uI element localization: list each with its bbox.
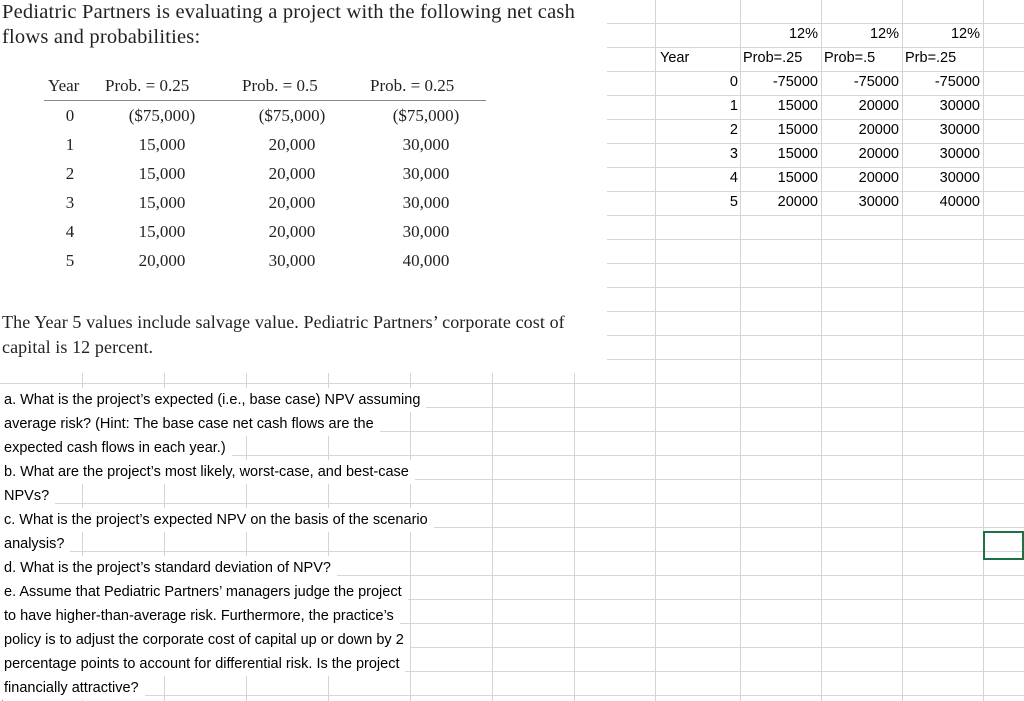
table-cell: 15,000 — [138, 135, 186, 154]
table-header-prob3: Prob. = 0.25 — [370, 76, 455, 95]
year-cell[interactable]: 0 — [729, 74, 738, 90]
value-cell[interactable]: 15000 — [777, 170, 818, 186]
value-cell[interactable]: -75000 — [853, 74, 899, 90]
value-cell[interactable]: 20000 — [858, 122, 899, 138]
value-cell[interactable]: 30000 — [939, 122, 980, 138]
value-cell[interactable]: 20000 — [858, 170, 899, 186]
value-cell[interactable]: 40000 — [939, 194, 980, 210]
question-line: average risk? (Hint: The base case net cash flows are the — [0, 412, 380, 436]
table-cell: 30,000 — [402, 135, 450, 154]
grid-line — [492, 373, 493, 701]
table-cell: 5 — [65, 251, 75, 270]
table-rule — [44, 100, 486, 101]
table-cell: 4 — [65, 222, 75, 241]
value-cell[interactable]: -75000 — [772, 74, 818, 90]
question-line: to have higher-than-average risk. Furthermore, the practice’s — [0, 604, 400, 628]
note-text: The Year 5 values include salvage value. Pediatric Partners’ corporate cost of capital is 12 percent. — [2, 312, 565, 357]
value-cell[interactable]: 30000 — [939, 98, 980, 114]
table-cell: 30,000 — [268, 251, 316, 270]
questions-textbox[interactable] — [0, 388, 470, 700]
table-header-prob2: Prob. = 0.5 — [242, 76, 318, 95]
table-cell: 20,000 — [268, 135, 316, 154]
value-cell[interactable]: -75000 — [934, 74, 980, 90]
year-cell[interactable]: 1 — [729, 98, 738, 114]
prob-label-cell[interactable]: Prob=.5 — [824, 50, 876, 66]
question-line: percentage points to account for differential risk. Is the project — [0, 652, 405, 676]
table-cell: ($75,000) — [392, 106, 460, 125]
question-line: e. Assume that Pediatric Partners’ managers judge the project — [0, 580, 408, 604]
value-cell[interactable]: 15000 — [777, 98, 818, 114]
rate-cell[interactable]: 12% — [788, 26, 818, 42]
question-line: c. What is the project’s expected NPV on the basis of the scenario — [0, 508, 434, 532]
table-cell: 15,000 — [138, 164, 186, 183]
table-cell: 30,000 — [402, 222, 450, 241]
value-cell[interactable]: 30000 — [858, 194, 899, 210]
table-cell: 40,000 — [402, 251, 450, 270]
table-cell: 20,000 — [268, 193, 316, 212]
question-line: NPVs? — [0, 484, 55, 508]
rate-cell[interactable]: 12% — [950, 26, 980, 42]
table-cell: 1 — [65, 135, 75, 154]
question-line: b. What are the project’s most likely, worst-case, and best-case — [0, 460, 415, 484]
year-cell[interactable]: 5 — [729, 194, 738, 210]
value-cell[interactable]: 15000 — [777, 146, 818, 162]
grid-line — [574, 373, 575, 701]
table-cell: 30,000 — [402, 193, 450, 212]
value-cell[interactable]: 30000 — [939, 146, 980, 162]
value-cell[interactable]: 20000 — [777, 194, 818, 210]
intro-text: Pediatric Partners is evaluating a project with the following net cash flows and probabilities: — [2, 1, 576, 48]
question-line: policy is to adjust the corporate cost of capital up or down by 2 — [0, 628, 410, 652]
table-cell: ($75,000) — [258, 106, 326, 125]
value-cell[interactable]: 15000 — [777, 122, 818, 138]
table-header-year: Year — [48, 76, 80, 95]
table-cell: 20,000 — [138, 251, 186, 270]
selected-cell[interactable] — [983, 531, 1024, 560]
table-cell: 20,000 — [268, 222, 316, 241]
table-cell: 3 — [65, 193, 75, 212]
table-cell: 15,000 — [138, 193, 186, 212]
value-cell[interactable]: 30000 — [939, 170, 980, 186]
question-line: analysis? — [0, 532, 70, 556]
grid-line — [983, 0, 984, 701]
table-header-prob1: Prob. = 0.25 — [105, 76, 190, 95]
question-line: d. What is the project’s standard deviation of NPV? — [0, 556, 337, 580]
table-cell: 2 — [65, 164, 75, 183]
year-cell[interactable]: 2 — [729, 122, 738, 138]
prob-label-cell[interactable]: Prob=.25 — [743, 50, 803, 66]
table-cell: 20,000 — [268, 164, 316, 183]
table-cell: ($75,000) — [128, 106, 196, 125]
value-cell[interactable]: 20000 — [858, 98, 899, 114]
year-header-cell[interactable]: Year — [660, 50, 690, 66]
year-cell[interactable]: 4 — [729, 170, 738, 186]
year-cell[interactable]: 3 — [729, 146, 738, 162]
table-cell: 30,000 — [402, 164, 450, 183]
question-line: a. What is the project’s expected (i.e., base case) NPV assuming — [0, 388, 426, 412]
question-line: expected cash flows in each year.) — [0, 436, 232, 460]
grid-line — [655, 0, 656, 701]
rate-cell[interactable]: 12% — [869, 26, 899, 42]
textbook-image — [0, 0, 607, 373]
table-cell: 15,000 — [138, 222, 186, 241]
prob-label-cell[interactable]: Prb=.25 — [905, 50, 957, 66]
value-cell[interactable]: 20000 — [858, 146, 899, 162]
table-cell: 0 — [65, 106, 75, 125]
question-line: financially attractive? — [0, 676, 145, 700]
